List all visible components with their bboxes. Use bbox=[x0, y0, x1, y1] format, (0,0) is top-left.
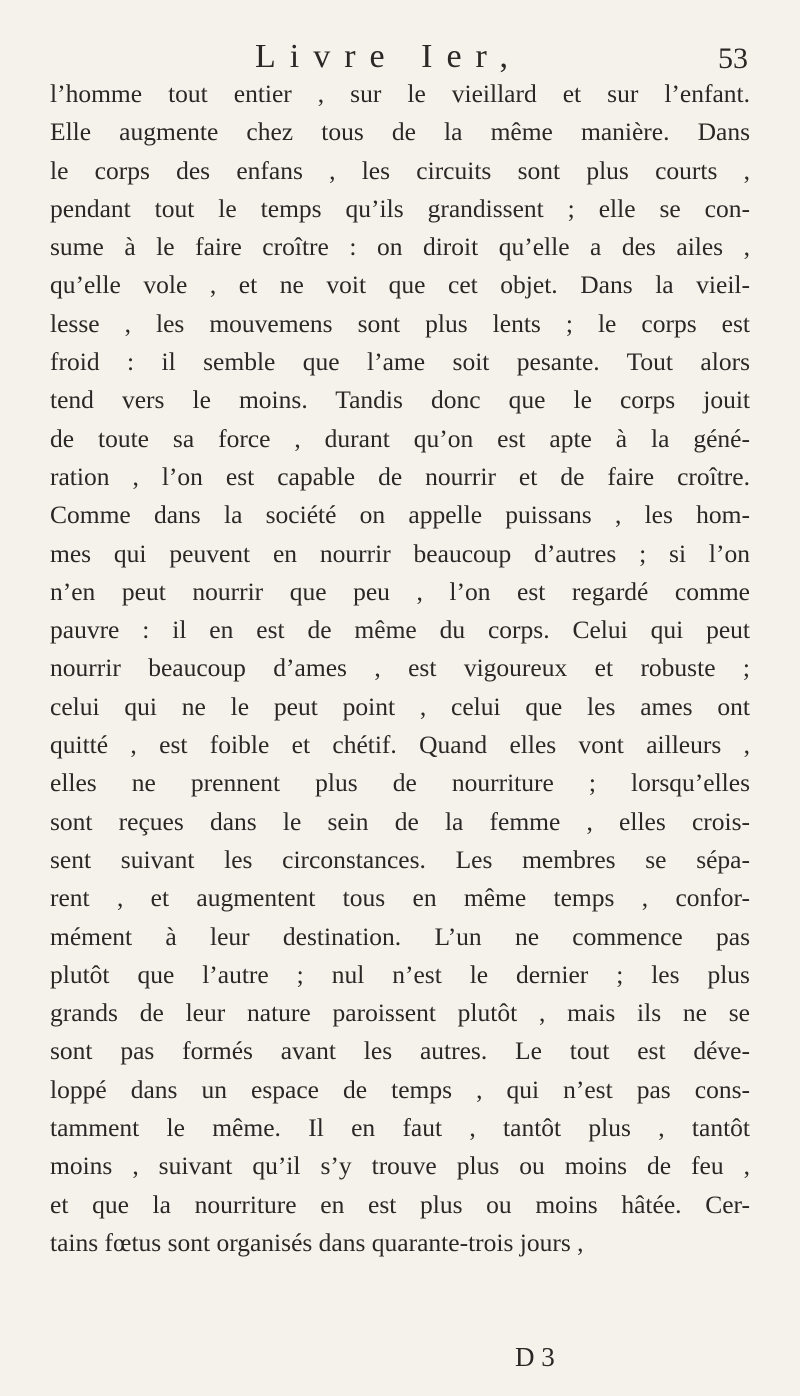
text-line: mes qui peuvent en nourrir beaucoup d’autres ; si l’on bbox=[50, 538, 750, 568]
text-line: nourrir beaucoup d’ames , est vigoureux et robuste ; bbox=[50, 653, 750, 683]
text-line: rent , et augmentent tous en même temps , confor- bbox=[50, 883, 750, 913]
text-line: tend vers le moins. Tandis donc que le corps jouit bbox=[50, 385, 750, 415]
text-line: quitté , est foible et chétif. Quand elles vont ailleurs , bbox=[50, 730, 750, 760]
text-line: n’en peut nourrir que peu , l’on est regardé comme bbox=[50, 576, 750, 606]
text-line: pauvre : il en est de même du corps. Celui qui peut bbox=[50, 615, 750, 645]
text-line: celui qui ne le peut point , celui que les ames ont bbox=[50, 691, 750, 721]
text-line: sume à le faire croître : on diroit qu’elle a des ailes , bbox=[50, 232, 750, 262]
text-line: grands de leur nature paroissent plutôt , mais ils ne se bbox=[50, 998, 750, 1028]
text-line: l’homme tout entier , sur le vieillard et sur l’enfant. bbox=[50, 79, 750, 108]
text-line: et que la nourriture en est plus ou moins hâtée. Cer- bbox=[50, 1189, 750, 1219]
text-line: tamment le même. Il en faut , tantôt plus , tantôt bbox=[50, 1113, 750, 1143]
text-line: froid : il semble que l’ame soit pesante. Tout alors bbox=[50, 347, 750, 377]
text-line: sont pas formés avant les autres. Le tout est déve- bbox=[50, 1036, 750, 1066]
page-number: 53 bbox=[718, 42, 748, 75]
text-line: mément à leur destination. L’un ne commence pas bbox=[50, 921, 750, 951]
text-line: moins , suivant qu’il s’y trouve plus ou moins de feu , bbox=[50, 1151, 750, 1181]
text-line: qu’elle vole , et ne voit que cet objet. Dans la vieil- bbox=[50, 270, 750, 300]
text-line: sent suivant les circonstances. Les membres se sépa- bbox=[50, 844, 750, 874]
running-head-title: Livre Ier, bbox=[255, 38, 523, 75]
text-line: pendant tout le temps qu’ils grandissent ; elle se con- bbox=[50, 193, 750, 223]
text-line: tains fœtus sont organisés dans quarante-trois jours , bbox=[50, 1227, 584, 1257]
text-line: le corps des enfans , les circuits sont plus courts , bbox=[50, 155, 750, 185]
text-line: de toute sa force , durant qu’on est apte à la géné- bbox=[50, 423, 750, 453]
body-text bbox=[50, 75, 750, 1262]
text-line: lesse , les mouvemens sont plus lents ; le corps est bbox=[50, 308, 750, 338]
text-line: Elle augmente chez tous de la même manière. Dans bbox=[50, 117, 750, 147]
text-line: loppé dans un espace de temps , qui n’est pas cons- bbox=[50, 1074, 750, 1104]
text-line: Comme dans la société on appelle puissans , les hom- bbox=[50, 500, 750, 530]
text-line: ration , l’on est capable de nourrir et de faire croître. bbox=[50, 461, 750, 491]
text-line: plutôt que l’autre ; nul n’est le dernier ; les plus bbox=[50, 959, 750, 989]
signature-mark: D 3 bbox=[515, 1342, 555, 1372]
text-line: sont reçues dans le sein de la femme , elles crois- bbox=[50, 806, 750, 836]
text-line: elles ne prennent plus de nourriture ; lorsqu’elles bbox=[50, 768, 750, 798]
